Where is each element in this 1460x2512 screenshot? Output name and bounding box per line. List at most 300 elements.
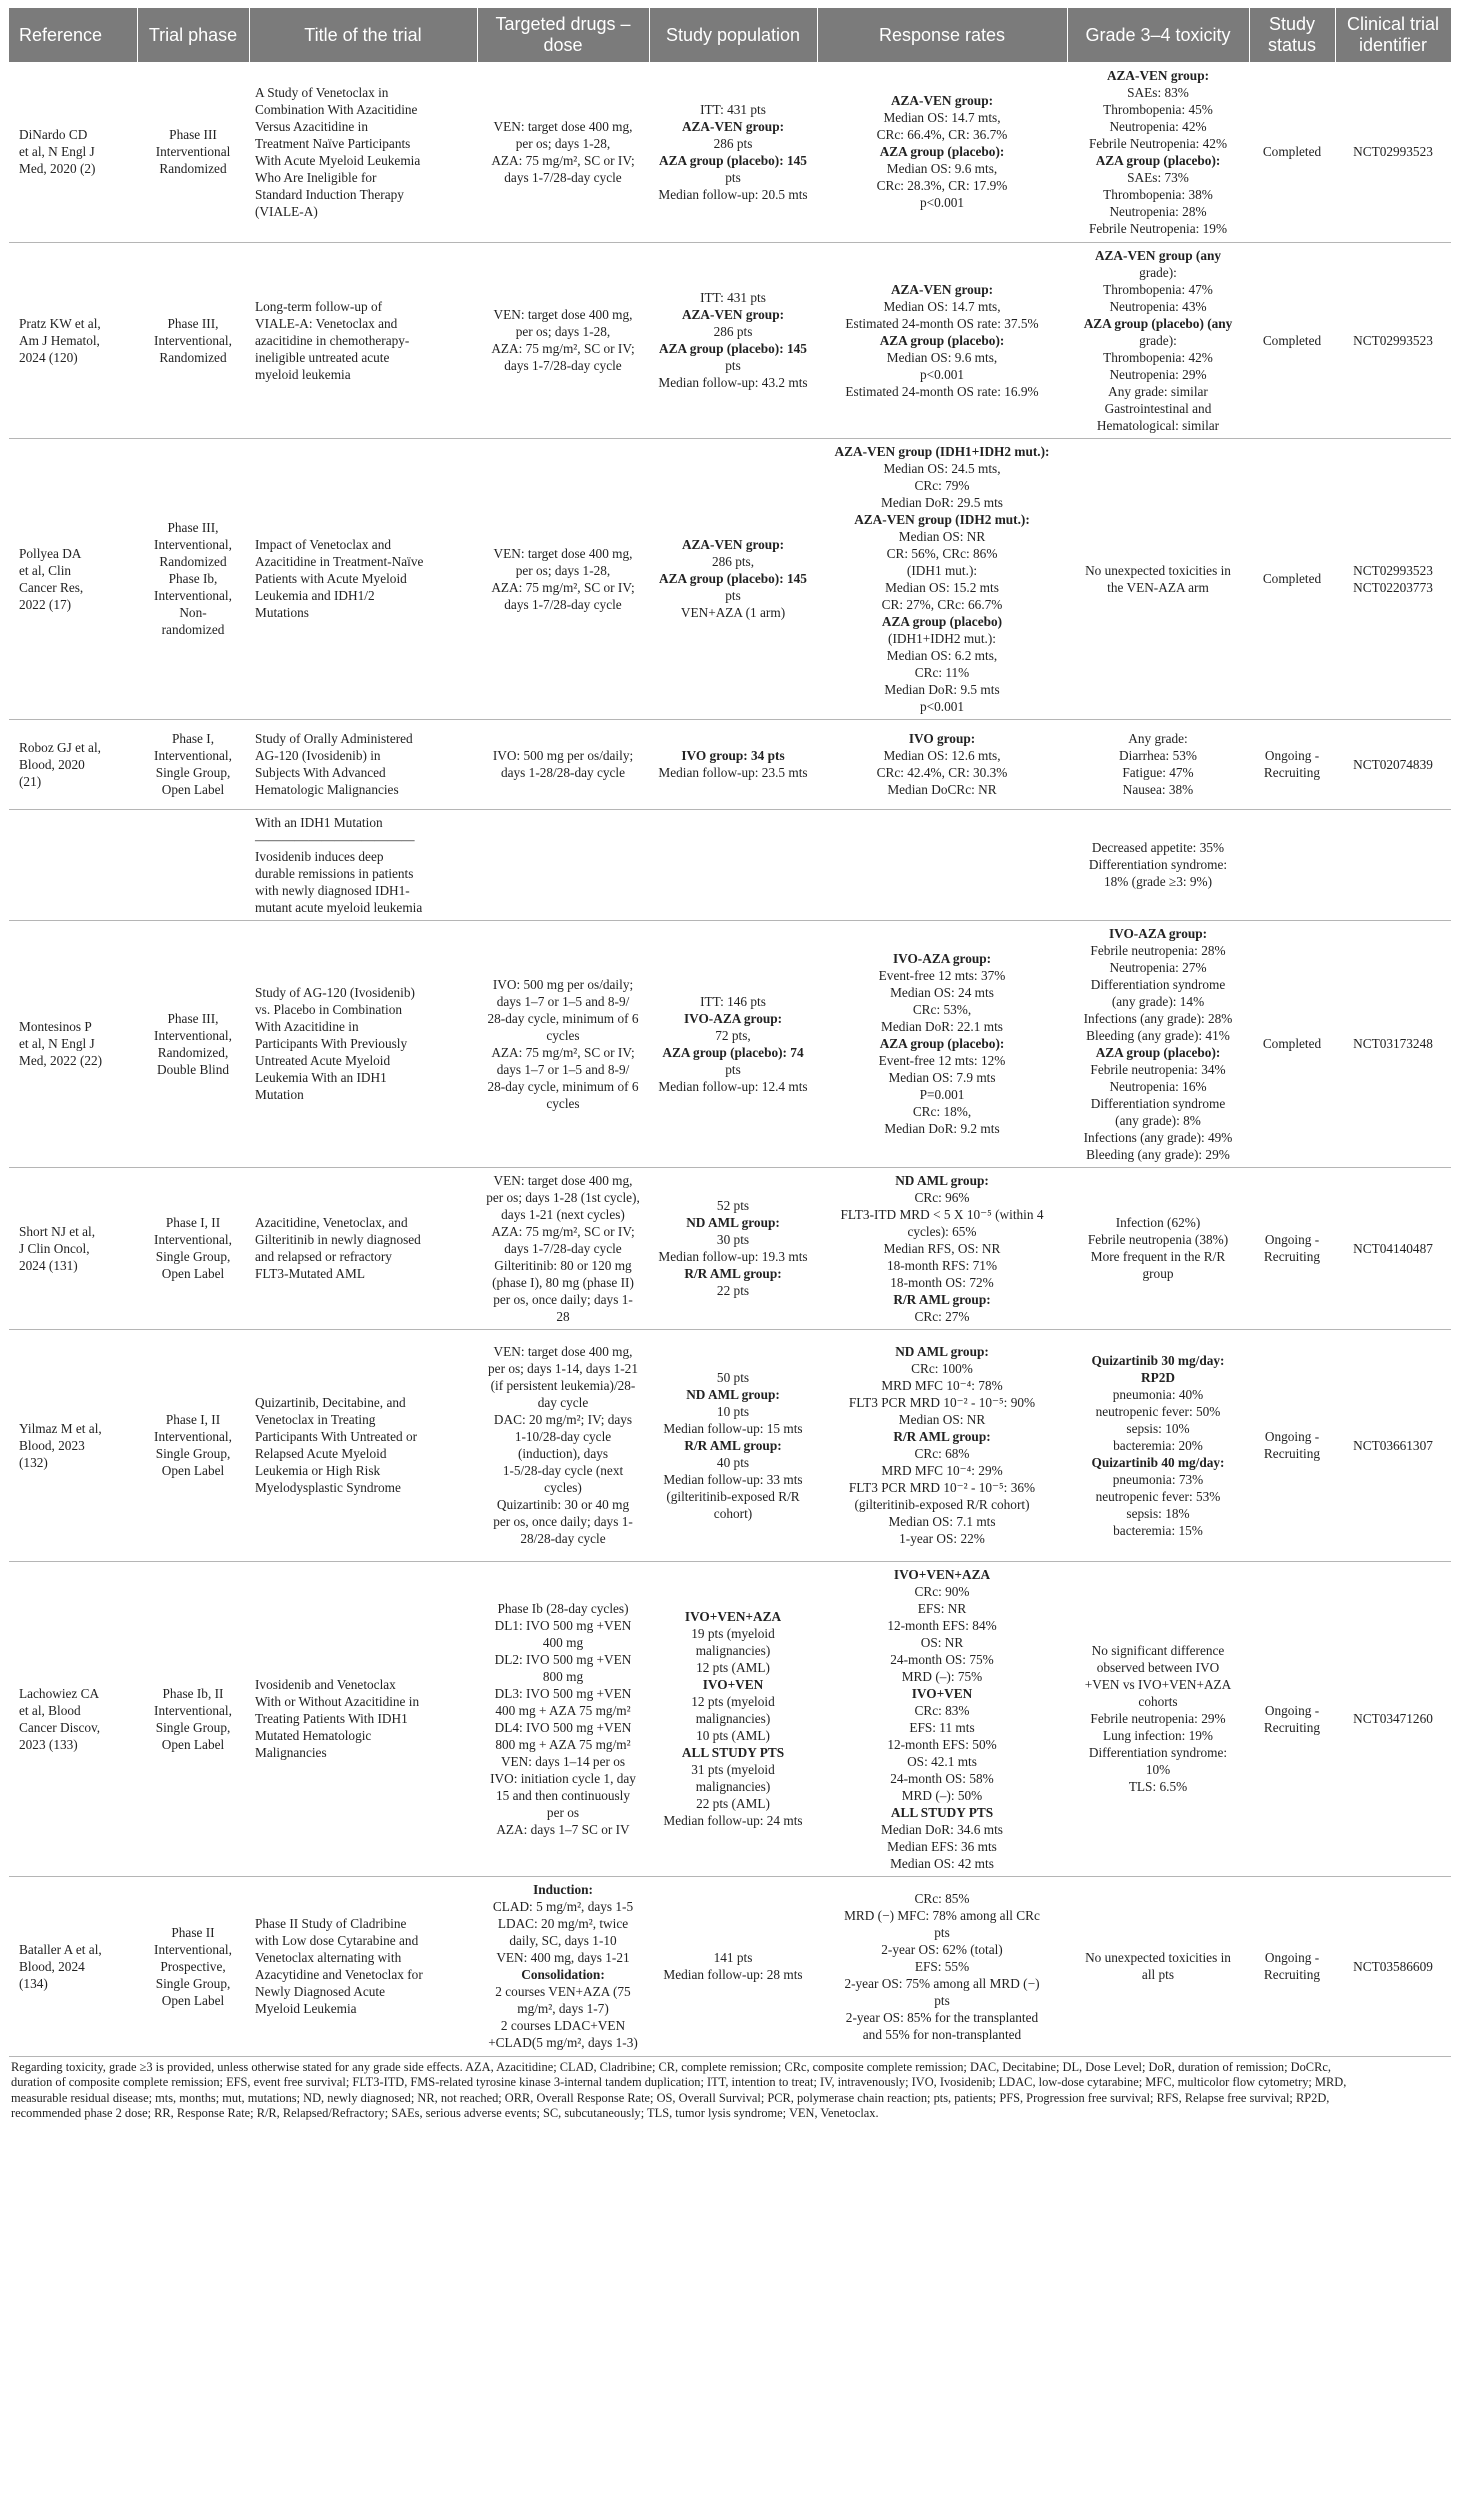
response-cell <box>817 719 1067 809</box>
cell-line: FLT3-ITD MRD < 5 X 10⁻⁵ (within 4 <box>840 1206 1044 1222</box>
cell-line: CR: 27%, CRc: 66.7% <box>881 596 1003 612</box>
table-row <box>9 809 1451 920</box>
cell-line: (any grade): 8% <box>1115 1112 1201 1128</box>
cell-line: IVO group: <box>908 731 976 746</box>
cell-line: FLT3 PCR MRD 10⁻² - 10⁻⁵: 90% <box>848 1395 1036 1410</box>
phase-cell <box>137 809 249 920</box>
cell-line: Recruiting <box>1263 1249 1321 1264</box>
cell-line: IVO-AZA group: <box>1108 925 1208 941</box>
cell-line: Median follow-up: 20.5 mts <box>658 186 808 202</box>
cell-line: ITT: 146 pts <box>700 993 766 1009</box>
cell-line: RP2D <box>1141 1369 1175 1385</box>
cell-line: Median follow-up: 19.3 mts <box>658 1249 808 1264</box>
cell-line: Hematological: similar <box>1096 417 1220 433</box>
title-cell <box>249 1561 477 1876</box>
cell-line: IVO: 500 mg per os/daily; <box>492 748 634 763</box>
cell-line: MRD MFC 10⁻⁴: 78% <box>881 1378 1003 1393</box>
cell-line: Febrile neutropenia: 28% <box>1090 942 1226 958</box>
status-cell <box>1249 1329 1335 1561</box>
cell-line: Single Group, <box>155 1446 231 1461</box>
header-toxicity: Grade 3–4 toxicity <box>1067 8 1249 62</box>
cell-line: NCT02993523 <box>1353 332 1433 348</box>
reference-cell <box>9 1167 137 1329</box>
cell-line: with Low dose Cytarabine and <box>255 1933 419 1948</box>
cell-line: days 1–7 or 1–5 and 8-9/ <box>496 993 630 1009</box>
cell-line: VEN+AZA (1 arm) <box>680 605 786 620</box>
cell-line: Yilmaz M et al, <box>19 1420 102 1436</box>
cell-line: 1-10/28-day cycle <box>514 1429 612 1444</box>
reference-cell <box>9 242 137 438</box>
identifier-cell[interactable] <box>1335 1329 1451 1561</box>
cell-line: Ivosidenib induces deep <box>255 848 384 864</box>
toxicity-cell <box>1067 920 1249 1167</box>
cell-line: Phase III, <box>167 520 219 535</box>
cell-line: Median DoR: 34.6 mts <box>881 1821 1003 1837</box>
cell-line: No unexpected toxicities in <box>1085 562 1231 578</box>
cell-line: Thrombopenia: 42% <box>1103 349 1213 365</box>
footnote-line: duration of composite complete remission; EFS, event free survival; FLT3-ITD, FMS-related tyrosine kinase 3-internal tandem duplication; ITT, intention to treat; IV, intravenously; IVO, Ivosidenib; LDAC, low-dose cytarabine; MFC, multicolor flow cytometry; MRD, <box>11 2075 1347 2089</box>
cell-line: Median follow-up: 23.5 mts <box>658 765 808 780</box>
cell-line: ND AML group: <box>686 1215 780 1230</box>
cell-line: Phase III, <box>167 315 219 331</box>
population-cell <box>649 809 817 920</box>
table-row <box>9 438 1451 719</box>
toxicity-cell <box>1067 242 1249 438</box>
cell-line: Quizartinib, Decitabine, and <box>255 1395 406 1410</box>
reference-cell <box>9 719 137 809</box>
reference-cell <box>9 809 137 920</box>
cell-line: Any grade: <box>1128 731 1188 746</box>
cell-line: Single Group, <box>155 1719 231 1735</box>
cell-line: Short NJ et al, <box>19 1223 96 1239</box>
cell-line: MRD (–): 75% <box>901 1668 983 1684</box>
cell-line: 22 pts (AML) <box>696 1796 770 1811</box>
cell-line: Median RFS, OS: NR <box>883 1240 1001 1256</box>
cell-line: AZA-VEN group (IDH1+IDH2 mut.): <box>834 443 1050 459</box>
cell-line: Participants With Untreated or <box>255 1429 418 1444</box>
cell-line: et al, Blood <box>19 1702 81 1718</box>
cell-line: AZA group (placebo): <box>1095 1044 1221 1060</box>
cell-line: AZA: days 1–7 SC or IV <box>496 1821 630 1837</box>
cell-line: Who Are Ineligible for <box>255 169 377 185</box>
cell-line: AZA-VEN group: <box>890 281 994 297</box>
cell-line: OS: NR <box>920 1634 964 1650</box>
cell-line: Randomized <box>159 554 227 569</box>
title-cell <box>249 1329 477 1561</box>
cell-line: Phase III, <box>167 1010 219 1026</box>
cell-line: Subjects With Advanced <box>255 765 386 780</box>
cell-line: 22 pts <box>716 1283 750 1298</box>
cell-line: AZA group (placebo): <box>879 332 1005 348</box>
cell-line: Myelodysplastic Syndrome <box>255 1480 401 1495</box>
cell-line: AZA group (placebo): <box>879 1036 1005 1051</box>
cell-line: bacteremia: 15% <box>1113 1522 1203 1538</box>
cell-line: Newly Diagnosed Acute <box>255 1984 385 1999</box>
cell-line: Febrile Neutropenia: 42% <box>1088 135 1228 151</box>
cell-line: mutant acute myeloid leukemia <box>255 899 423 915</box>
cell-line: Lachowiez CA <box>19 1685 100 1701</box>
cell-line: +VEN vs IVO+VEN+AZA <box>1084 1677 1232 1692</box>
cell-line: Bleeding (any grade): 41% <box>1086 1027 1230 1043</box>
cell-line: 12 pts (AML) <box>696 1660 770 1675</box>
title-cell <box>249 438 477 719</box>
cell-line: (induction), days <box>517 1446 609 1461</box>
cell-line: per os; days 1-28 (1st cycle), <box>486 1189 640 1205</box>
cell-line: Phase Ib, <box>168 571 218 586</box>
cell-line: Phase I, <box>171 731 215 746</box>
response-cell <box>817 438 1067 719</box>
cell-line: Montesinos P <box>19 1019 92 1034</box>
cell-line: Infections (any grade): 49% <box>1083 1129 1233 1145</box>
cell-line: Median OS: 7.9 mts <box>888 1070 996 1085</box>
cell-line: Malignancies <box>255 1745 327 1760</box>
cell-line: DAC: 20 mg/m²; IV; days <box>493 1412 633 1427</box>
clinical-trials-table <box>9 8 1452 2057</box>
status-cell <box>1249 1876 1335 2056</box>
cell-line: Phase III <box>169 127 217 143</box>
cell-line: Open Label <box>161 1463 225 1478</box>
cell-line: days 1-21 (next cycles) <box>501 1206 625 1222</box>
identifier-cell[interactable] <box>1335 809 1451 920</box>
cell-line: Median OS: 24.5 mts, <box>883 460 1001 476</box>
cell-line: VEN: target dose 400 mg, <box>493 1344 633 1359</box>
cell-line: Gastrointestinal and <box>1104 400 1212 416</box>
cell-line: With Acute Myeloid Leukemia <box>255 152 421 168</box>
cell-line: DiNardo CD <box>19 127 88 143</box>
cell-line: grade): <box>1139 264 1177 280</box>
cell-line: neutropenic fever: 50% <box>1095 1403 1221 1419</box>
cell-line: Febrile neutropenia (38%) <box>1087 1232 1229 1247</box>
cell-line: 28-day cycle, minimum of 6 <box>487 1078 639 1094</box>
table-footnote <box>9 2060 1451 2122</box>
cell-line: IVO: initiation cycle 1, day <box>490 1770 636 1786</box>
cell-line: malignancies) <box>695 1643 771 1658</box>
table-row <box>9 1561 1451 1876</box>
cell-line: Neutropenia: 27% <box>1109 959 1207 975</box>
cell-line: CRc: 28.3%, CR: 17.9% <box>876 178 1008 194</box>
cell-line: Phase Ib (28-day cycles) <box>497 1600 629 1616</box>
cell-line: 12-month EFS: 50% <box>887 1736 997 1752</box>
cell-line: Interventional, <box>154 748 232 763</box>
cell-line: AZA: 75 mg/m², SC or IV; <box>491 579 635 595</box>
cell-line: OS: 42.1 mts <box>907 1753 977 1769</box>
cell-line: cycles <box>546 1027 580 1043</box>
cell-line: and relapsed or refractory <box>255 1249 392 1264</box>
cell-line: Study of Orally Administered <box>255 731 413 746</box>
cell-line: Median OS: 6.2 mts, <box>886 647 998 663</box>
cell-line: IVO+VEN <box>911 1685 973 1701</box>
cell-line: Open Label <box>161 1736 225 1752</box>
response-cell <box>817 1329 1067 1561</box>
cell-line: Completed <box>1262 332 1322 348</box>
identifier-cell[interactable] <box>1335 1876 1451 2056</box>
cell-line: R/R AML group: <box>893 1429 991 1444</box>
cell-line: Median follow-up: 12.4 mts <box>658 1078 808 1094</box>
cell-line: NCT02993523 <box>1353 562 1433 578</box>
table-row <box>9 1167 1451 1329</box>
cell-line: EFS: NR <box>917 1600 967 1616</box>
cell-line: Gilteritinib: 80 or 120 mg <box>494 1257 632 1273</box>
cell-line: Estimated 24-month OS rate: 37.5% <box>845 315 1039 331</box>
cell-line: R/R AML group: <box>893 1291 991 1307</box>
drugs-cell <box>477 1561 649 1876</box>
cell-line: AZA group (placebo) (any <box>1083 315 1233 331</box>
cell-line: Median DoR: 9.5 mts <box>884 681 1000 697</box>
cell-line: Median follow-up: 43.2 mts <box>658 375 808 390</box>
cell-line: Median follow-up: 24 mts <box>663 1813 803 1828</box>
cell-line: Recruiting <box>1263 1446 1321 1461</box>
header-status: Study status <box>1249 8 1335 62</box>
cell-line: Participants With Previously <box>255 1036 408 1051</box>
cell-line: Interventional, <box>154 537 232 552</box>
cell-line: (gilteritinib-exposed R/R <box>666 1488 800 1504</box>
identifier-cell[interactable] <box>1335 438 1451 719</box>
identifier-cell[interactable] <box>1335 719 1451 809</box>
cell-line: J Clin Oncol, <box>19 1240 90 1256</box>
cell-line: bacteremia: 20% <box>1113 1437 1203 1453</box>
cell-line: pneumonia: 40% <box>1112 1386 1204 1402</box>
cell-line: the VEN-AZA arm <box>1107 579 1209 595</box>
cell-line: Quizartinib 40 mg/day: <box>1091 1454 1225 1470</box>
header-response: Response rates <box>817 8 1067 62</box>
cell-line: Interventional, <box>154 588 232 603</box>
cell-line: 10 pts (AML) <box>696 1728 770 1743</box>
toxicity-cell <box>1067 1561 1249 1876</box>
cell-line: 800 mg + AZA 75 mg/m² <box>495 1736 631 1752</box>
phase-cell <box>137 438 249 719</box>
cell-line: Diarrhea: 53% <box>1119 748 1197 763</box>
response-cell <box>817 62 1067 242</box>
cell-line: Phase II Study of Cladribine <box>255 1916 407 1931</box>
cell-line: cohort) <box>713 1505 753 1521</box>
cell-line: CRc: 90% <box>914 1583 970 1599</box>
cell-line: CR: 56%, CRc: 86% <box>886 545 998 561</box>
toxicity-cell <box>1067 1167 1249 1329</box>
population-cell <box>649 1329 817 1561</box>
cell-line: 1-5/28-day cycle (next <box>502 1463 624 1478</box>
header-title: Title of the trial <box>249 8 477 62</box>
response-cell <box>817 920 1067 1167</box>
cell-line: p<0.001 <box>919 698 965 714</box>
cell-line: ND AML group: <box>895 1172 989 1188</box>
cell-line: AZA: 75 mg/m², SC or IV; <box>491 152 635 168</box>
cell-line: 286 pts <box>713 135 753 151</box>
cell-line: IVO+VEN <box>702 1677 764 1692</box>
population-cell <box>649 719 817 809</box>
cell-line: 18-month OS: 72% <box>890 1274 994 1290</box>
cell-line: With or Without Azacitidine in <box>255 1694 420 1709</box>
cell-line: Impact of Venetoclax and <box>255 537 391 552</box>
cell-line: Open Label <box>161 1266 225 1281</box>
cell-line: AZA: 75 mg/m², SC or IV; <box>491 341 635 356</box>
status-cell <box>1249 1167 1335 1329</box>
footnote-line: measurable residual disease; mts, months; mut, mutations; ND, newly diagnosed; NR, not reached; ORR, Overall Response Rate; OS, Overall Survival; PCR, polymerase chain reaction; pts, patients; PFS, Progression free survival; RFS, Relapse free survival; RP2D, <box>11 2090 1330 2105</box>
drugs-cell <box>477 1167 649 1329</box>
cell-line: mg/m², days 1-7) <box>517 2001 609 2016</box>
cell-line: Febrile neutropenia: 29% <box>1090 1711 1226 1726</box>
cell-line: Mutations <box>255 605 309 620</box>
phase-cell <box>137 1167 249 1329</box>
cell-line: Ongoing - <box>1264 1950 1320 1965</box>
cell-line: p<0.001 <box>919 195 965 211</box>
cell-line: Leukemia or High Risk <box>255 1463 381 1478</box>
toxicity-cell <box>1067 1329 1249 1561</box>
cell-line: Bataller A et al, <box>19 1941 102 1957</box>
cell-line: Venetoclax in Treating <box>255 1412 376 1427</box>
title-cell <box>249 1876 477 2056</box>
cell-line: EFS: 11 mts <box>909 1719 975 1735</box>
cell-line: day cycle <box>537 1395 589 1410</box>
cell-line: malignancies) <box>695 1779 771 1794</box>
cell-line: Consolidation: <box>521 1967 605 1982</box>
cell-line: EFS: 55% <box>914 1958 970 1974</box>
cell-line: Lung infection: 19% <box>1102 1728 1214 1743</box>
cell-line: Median DoR: 22.1 mts <box>881 1019 1003 1034</box>
cell-line: days 1-7/28-day cycle <box>504 596 622 612</box>
reference-cell <box>9 1329 137 1561</box>
cell-line: Cancer Res, <box>19 579 84 595</box>
cell-line: sepsis: 10% <box>1126 1420 1190 1436</box>
cell-line: cycles): 65% <box>907 1223 977 1239</box>
cell-line: Non- <box>179 605 207 620</box>
cell-line: CRc: 68% <box>914 1446 970 1461</box>
toxicity-cell <box>1067 809 1249 920</box>
table-header-row <box>9 8 1451 62</box>
cell-line: Median OS: 14.7 mts, <box>883 298 1001 314</box>
identifier-cell[interactable] <box>1335 920 1451 1167</box>
cell-line: CRc: 27% <box>914 1308 970 1324</box>
title-cell <box>249 920 477 1167</box>
cell-line: NCT03586609 <box>1353 1958 1433 1974</box>
cell-line: No unexpected toxicities in <box>1085 1950 1231 1965</box>
table-row <box>9 920 1451 1167</box>
cell-line: 286 pts <box>713 324 753 339</box>
cell-line: Median OS: 15.2 mts <box>885 579 999 595</box>
cell-line: 2023 (133) <box>19 1736 78 1752</box>
cell-line: Interventional, <box>154 332 232 348</box>
cell-line: Recruiting <box>1263 1967 1321 1982</box>
cell-line: Phase Ib, II <box>162 1685 224 1701</box>
cell-line: Thrombopenia: 47% <box>1103 281 1213 297</box>
cell-line: et al, N Engl J <box>19 144 95 160</box>
cell-line: NCT03471260 <box>1353 1711 1433 1726</box>
cell-line: AZA group (placebo): <box>1095 152 1221 168</box>
cell-line: days 1-7/28-day cycle <box>504 169 622 185</box>
cell-line: AZA group (placebo) <box>881 613 1003 629</box>
cell-line: AZA group (placebo): 145 <box>659 152 807 168</box>
population-cell <box>649 438 817 719</box>
header-trial-phase: Trial phase <box>137 8 249 62</box>
cell-line: AG-120 (Ivosidenib) in <box>255 748 381 763</box>
cell-line: AZA-VEN group (any <box>1094 247 1222 263</box>
cell-line: (21) <box>19 773 42 789</box>
cell-line: ITT: 431 pts <box>700 101 766 117</box>
cell-line: myeloid leukemia <box>255 366 351 382</box>
reference-cell <box>9 920 137 1167</box>
cell-line: 24-month OS: 58% <box>890 1770 994 1786</box>
cell-line: CLAD: 5 mg/m², days 1-5 <box>492 1899 634 1914</box>
cell-line: More frequent in the R/R <box>1090 1249 1226 1264</box>
cell-line: AZA-VEN group: <box>1106 67 1210 83</box>
cell-line: Ivosidenib and Venetoclax <box>255 1677 396 1692</box>
phase-cell <box>137 920 249 1167</box>
status-cell <box>1249 438 1335 719</box>
cell-line: VEN: target dose 400 mg, <box>493 307 633 322</box>
reference-cell <box>9 1561 137 1876</box>
cell-line: Median OS: NR <box>898 528 986 544</box>
cell-line: Ongoing - <box>1264 748 1320 763</box>
cell-line: 28 <box>556 1308 570 1324</box>
cell-line: Differentiation syndrome: <box>1088 857 1228 872</box>
cell-line: Prospective, <box>160 1958 226 1974</box>
cell-line: NCT04140487 <box>1353 1240 1433 1256</box>
cell-line: 18-month RFS: 71% <box>886 1257 998 1273</box>
cell-line: 2 courses LDAC+VEN <box>500 2018 626 2033</box>
identifier-cell[interactable] <box>1335 242 1451 438</box>
cell-line: Interventional, <box>154 1429 232 1444</box>
cell-line: randomized <box>161 622 225 637</box>
cell-line: pts <box>934 1924 950 1940</box>
cell-line: IVO-AZA group: <box>683 1010 783 1026</box>
cell-line: 18% (grade ≥3: 9%) <box>1103 874 1213 889</box>
cell-line: CRc: 11% <box>914 664 970 680</box>
cell-line: Median OS: 42 mts <box>890 1855 994 1871</box>
cell-line: 31 pts (myeloid <box>691 1762 775 1777</box>
cell-line: 15 and then continuously <box>495 1787 631 1803</box>
cell-line: Neutropenia: 29% <box>1109 366 1207 382</box>
cell-line: FLT3 PCR MRD 10⁻² - 10⁻⁵: 36% <box>848 1480 1036 1495</box>
cell-line: p<0.001 <box>919 366 965 382</box>
cell-line: 28/28-day cycle <box>520 1531 606 1546</box>
drugs-cell <box>477 1876 649 2056</box>
cell-line: DL2: IVO 500 mg +VEN <box>494 1651 632 1667</box>
cell-line: et al, Clin <box>19 562 72 578</box>
identifier-cell[interactable] <box>1335 1561 1451 1876</box>
status-cell <box>1249 1561 1335 1876</box>
reference-cell <box>9 1876 137 2056</box>
cell-line: TLS: 6.5% <box>1128 1779 1188 1794</box>
cell-line: AZA group (placebo): 145 <box>659 341 807 356</box>
clinical-trials-document <box>9 8 1451 2122</box>
population-cell <box>649 920 817 1167</box>
cell-line: days 1-7/28-day cycle <box>504 358 622 373</box>
cell-line: NCT03173248 <box>1353 1036 1433 1051</box>
toxicity-cell <box>1067 1876 1249 2056</box>
cell-line: Single Group, <box>155 1975 231 1991</box>
cell-line: Median DoCRc: NR <box>887 782 997 797</box>
cell-line: pts <box>725 169 741 185</box>
cell-line: ALL STUDY PTS <box>681 1745 785 1760</box>
population-cell <box>649 62 817 242</box>
identifier-cell[interactable] <box>1335 1167 1451 1329</box>
status-cell <box>1249 719 1335 809</box>
cell-line: AZA-VEN group: <box>681 307 785 322</box>
cell-line: CRc: 100% <box>911 1361 973 1376</box>
cell-line: Roboz GJ et al, <box>19 739 101 755</box>
cell-line: Event-free 12 mts: 12% <box>878 1053 1006 1068</box>
cell-line: IVO: 500 mg per os/daily; <box>492 976 634 992</box>
cell-line: 12 pts (myeloid <box>691 1694 775 1709</box>
cell-line: Gilteritinib in newly diagnosed <box>255 1232 421 1247</box>
cell-line: Recruiting <box>1263 765 1321 780</box>
identifier-cell[interactable] <box>1335 62 1451 242</box>
cell-line: Versus Azacitidine in <box>255 118 368 134</box>
cell-line: Open Label <box>161 1992 225 2008</box>
response-cell <box>817 1561 1067 1876</box>
phase-cell <box>137 1876 249 2056</box>
cell-line: Bleeding (any grade): 29% <box>1086 1146 1230 1162</box>
cell-line: No significant difference <box>1091 1643 1225 1658</box>
